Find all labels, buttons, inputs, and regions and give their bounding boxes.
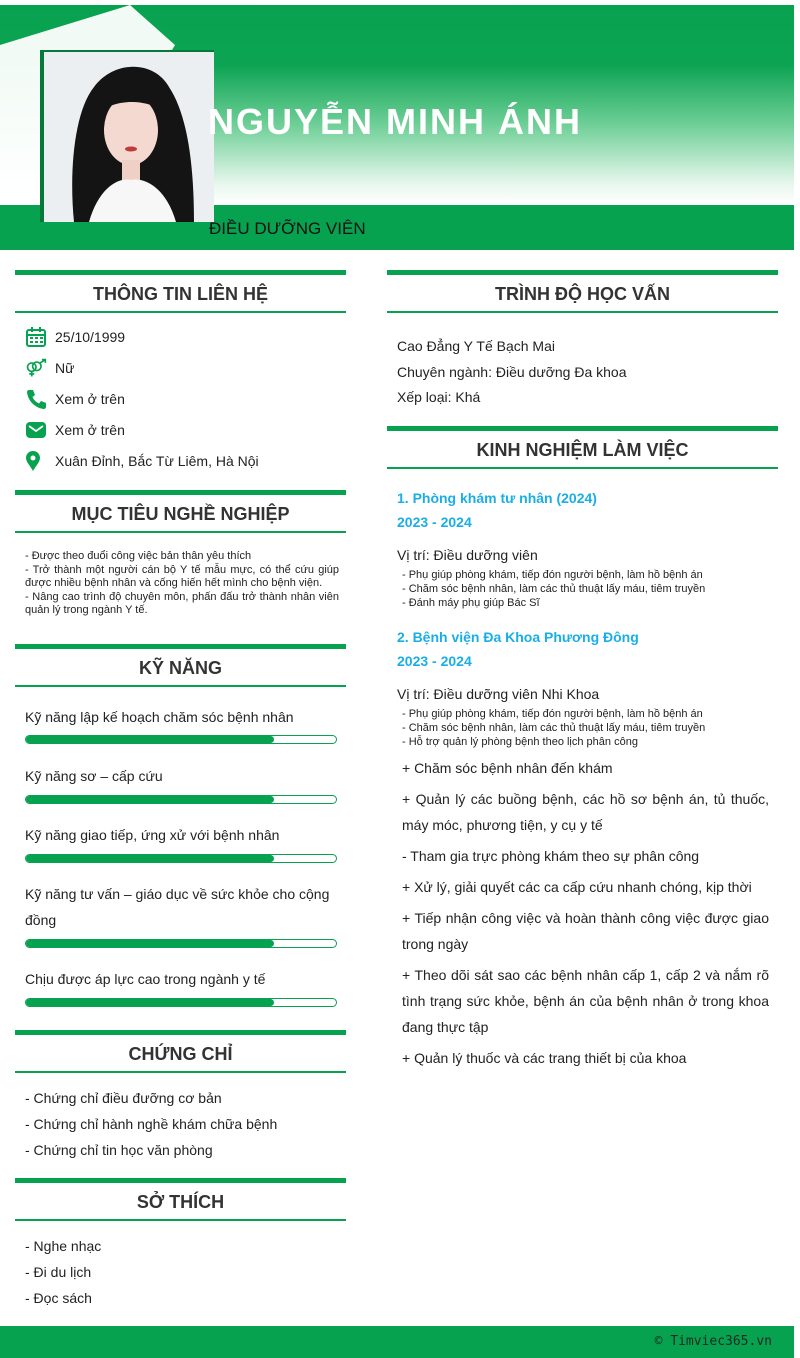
objective-text xyxy=(25,550,339,618)
skill-bar xyxy=(25,795,337,804)
skill-item xyxy=(25,704,337,730)
list-item: - Chứng chỉ tin học văn phòng xyxy=(25,1142,213,1158)
list-item: - Đánh máy phụ giúp Bác Sĩ xyxy=(402,597,540,609)
experience-section-title: KINH NGHIỆM LÀM VIỆC xyxy=(387,426,778,469)
birthday-text: 25/10/1999 xyxy=(55,329,126,345)
address-text: Xuân Đỉnh, Bắc Từ Liêm, Hà Nội xyxy=(55,453,259,469)
skill-bar-fill xyxy=(26,999,274,1006)
skill-label: Kỹ năng lập kế hoạch chăm sóc bệnh nhân xyxy=(25,709,294,725)
gender-text: Nữ xyxy=(55,360,75,376)
list-item: + Quản lý các buồng bệnh, các hồ sơ bệnh án, tủ thuốc, máy móc, phương tiện, y cụ y tế xyxy=(402,791,769,833)
education-section-title: TRÌNH ĐỘ HỌC VẤN xyxy=(387,270,778,313)
objective-line: - Được theo đuổi công việc bản thân yêu thích xyxy=(25,550,252,562)
skill-bar-fill xyxy=(26,855,274,862)
education-line: Chuyên ngành: Điều dưỡng Đa khoa xyxy=(397,363,627,380)
list-item: - Đọc sách xyxy=(25,1290,92,1306)
skill-bar-fill xyxy=(26,736,274,743)
job-company: 2. Bệnh viện Đa Khoa Phương Đông xyxy=(397,629,639,645)
skill-bar xyxy=(25,854,337,863)
objective-section-title: MỤC TIÊU NGHỀ NGHIỆP xyxy=(15,490,346,533)
calendar-icon xyxy=(25,326,47,348)
job-role: Vị trí: Điều dưỡng viên xyxy=(397,547,538,563)
skill-bar xyxy=(25,998,337,1007)
skill-bar xyxy=(25,735,337,744)
list-item: + Theo dõi sát sao các bệnh nhân cấp 1, cấp 2 và nắm rõ tình trạng sức khỏe, bệnh án của bệnh nhân ở trong khoa đang thực tập xyxy=(402,967,769,1035)
skill-item xyxy=(25,763,337,789)
list-item: - Chứng chỉ điều đưỡng cơ bản xyxy=(25,1090,222,1106)
list-item: - Nghe nhạc xyxy=(25,1238,102,1254)
envelope-icon xyxy=(25,419,47,441)
certificates-section-title: CHỨNG CHỈ xyxy=(15,1030,346,1073)
candidate-name: NGUYỄN MINH ÁNH xyxy=(208,101,583,142)
job-company: 1. Phòng khám tư nhân (2024) xyxy=(397,490,597,506)
list-item: - Chứng chỉ hành nghề khám chữa bệnh xyxy=(25,1116,278,1132)
phone-icon xyxy=(25,388,47,410)
map-marker-icon xyxy=(25,450,47,472)
certificates-list xyxy=(25,1085,277,1163)
duties-list xyxy=(402,755,769,1076)
phone-text: Xem ở trên xyxy=(55,391,125,407)
list-item: - Chăm sóc bệnh nhân, làm các thủ thuật lấy máu, tiêm truyền xyxy=(402,583,706,595)
job-tasks xyxy=(402,707,705,749)
list-item: + Xử lý, giải quyết các ca cấp cứu nhanh chóng, kịp thời xyxy=(402,879,752,895)
skill-label: Kỹ năng sơ – cấp cứu xyxy=(25,768,163,784)
contact-email xyxy=(25,419,125,441)
contact-gender xyxy=(25,357,75,379)
education-line: Xếp loại: Khá xyxy=(397,389,481,405)
job-tasks xyxy=(402,568,705,610)
list-item: - Chăm sóc bệnh nhân, làm các thủ thuật lấy máu, tiêm truyền xyxy=(402,722,706,734)
objective-line: - Nâng cao trình độ chuyên môn, phấn đấu trở thành nhân viên quản lý trong ngành Y tế. xyxy=(25,590,339,616)
candidate-position: ĐIỀU DƯỠNG VIÊN xyxy=(209,219,366,238)
contact-address xyxy=(25,450,259,472)
hobbies-list xyxy=(25,1233,101,1311)
list-item: + Tiếp nhận công việc và hoàn thành công việc được giao trong ngày xyxy=(402,910,769,952)
cv-page xyxy=(0,5,794,1358)
objective-line: - Trở thành một người cán bộ Y tế mẫu mực, có thể cứu giúp được nhiều bệnh nhân và cống hiến hết mình cho bệnh viện. xyxy=(25,563,339,589)
contact-section-title: THÔNG TIN LIÊN HỆ xyxy=(15,270,346,313)
skills-section-title: KỸ NĂNG xyxy=(15,644,346,687)
avatar xyxy=(40,50,214,222)
list-item: - Hỗ trợ quản lý phòng bệnh theo lịch phân công xyxy=(402,736,638,748)
contact-phone xyxy=(25,388,125,410)
footer-credit: © Timviec365.vn xyxy=(654,1334,772,1349)
job-period: 2023 - 2024 xyxy=(397,653,472,669)
education-line: Cao Đẳng Y Tế Bạch Mai xyxy=(397,338,555,354)
list-item: - Đi du lịch xyxy=(25,1264,92,1280)
skill-bar-fill xyxy=(26,796,274,803)
skill-bar xyxy=(25,939,337,948)
skill-bar-fill xyxy=(26,940,274,947)
skill-label: Kỹ năng tư vấn – giáo dục về sức khỏe cho cộng đồng xyxy=(25,886,330,928)
list-item: - Phụ giúp phòng khám, tiếp đón người bệnh, làm hồ bệnh án xyxy=(402,569,703,581)
list-item: - Phụ giúp phòng khám, tiếp đón người bệnh, làm hồ bệnh án xyxy=(402,708,703,720)
skill-item xyxy=(25,822,337,848)
education-details xyxy=(397,334,626,411)
skill-label: Chịu được áp lực cao trong ngành y tế xyxy=(25,971,266,987)
skill-item xyxy=(25,881,337,933)
skill-label: Kỹ năng giao tiếp, ứng xử với bệnh nhân xyxy=(25,827,280,843)
contact-birthday xyxy=(25,326,126,348)
skill-item xyxy=(25,966,337,992)
list-item: + Quản lý thuốc và các trang thiết bị của khoa xyxy=(402,1050,687,1066)
job-period: 2023 - 2024 xyxy=(397,514,472,530)
gender-icon xyxy=(25,357,47,379)
list-item: - Tham gia trực phòng khám theo sự phân công xyxy=(402,848,700,864)
hobbies-section-title: SỞ THÍCH xyxy=(15,1178,346,1221)
email-text: Xem ở trên xyxy=(55,422,125,438)
footer-bar xyxy=(0,1326,794,1358)
job-role: Vị trí: Điều dưỡng viên Nhi Khoa xyxy=(397,686,600,702)
list-item: + Chăm sóc bệnh nhân đến khám xyxy=(402,760,613,776)
